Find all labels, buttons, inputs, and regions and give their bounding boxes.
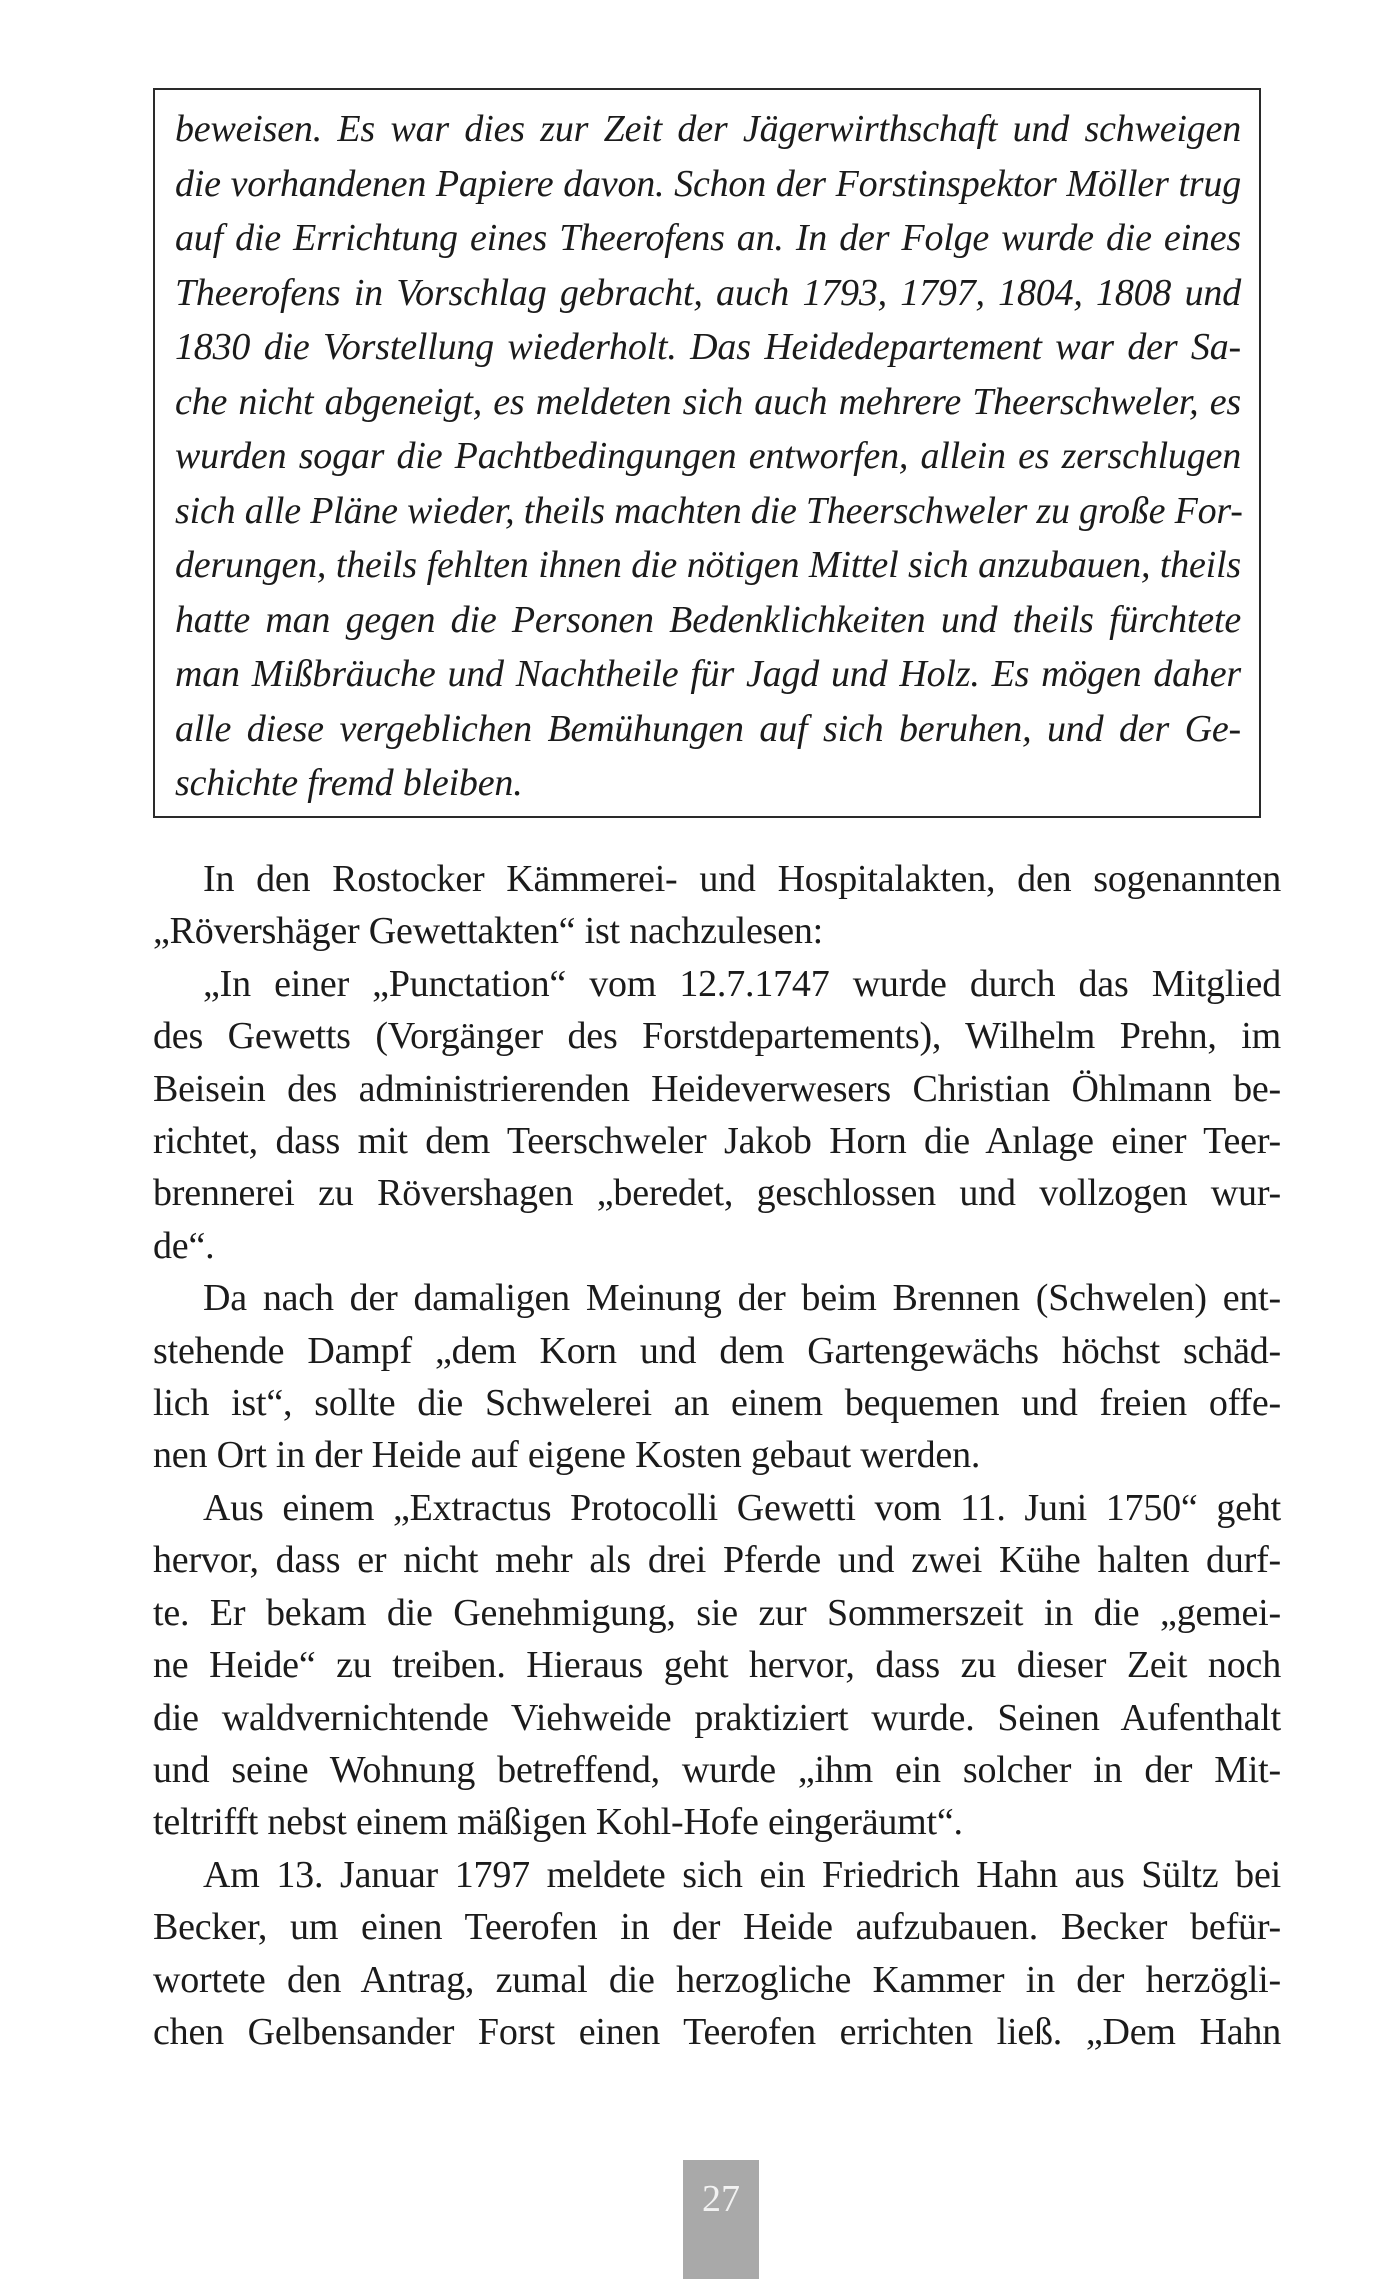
paragraph-line: Aus einem „Extractus Protocolli Gewetti vom 11. Juni 1750“ geht [203, 1486, 1281, 1529]
paragraph-line: lich ist“, sollte die Schwelerei an einem bequemen und freien offe- [153, 1382, 1281, 1425]
paragraph-line: nen Ort in der Heide auf eigene Kosten gebaut werden. [153, 1434, 981, 1477]
paragraph-line: und seine Wohnung betreffend, wurde „ihm ein solcher in der Mit- [153, 1748, 1281, 1791]
quote-line: che nicht abgeneigt, es meldeten sich auch mehrere Theerschweler, es [175, 380, 1241, 423]
quote-line: hatte man gegen die Personen Bedenklichkeiten und theils fürchtete [175, 598, 1241, 641]
paragraph-line: stehende Dampf „dem Korn und dem Gartengewächs höchst schäd- [153, 1329, 1281, 1372]
paragraph-line: teltrifft nebst einem mäßigen Kohl-Hofe eingeräumt“. [153, 1801, 963, 1844]
quote-line: Theerofens in Vorschlag gebracht, auch 1793, 1797, 1804, 1808 und [175, 271, 1241, 314]
quote-box [153, 88, 1261, 818]
quote-line: die vorhandenen Papiere davon. Schon der Forstinspektor Möller trug [175, 162, 1241, 205]
body-text [153, 853, 1281, 2058]
paragraph-line: die waldvernichtende Viehweide praktiziert wurde. Seinen Aufenthalt [153, 1696, 1281, 1739]
paragraph-line: Becker, um einen Teerofen in der Heide aufzubauen. Becker befür- [153, 1906, 1281, 1949]
quote-line: beweisen. Es war dies zur Zeit der Jägerwirthschaft und schweigen [175, 108, 1241, 150]
paragraph-line: des Gewetts (Vorgänger des Forstdepartements), Wilhelm Prehn, im [153, 1015, 1281, 1058]
paragraph-line: Da nach der damaligen Meinung der beim Brennen (Schwelen) ent- [203, 1277, 1281, 1320]
paragraph-line: chen Gelbensander Forst einen Teerofen errichten ließ. „Dem Hahn [153, 2010, 1281, 2053]
quote-line: derungen, theils fehlten ihnen die nötigen Mittel sich anzubauen, theils [175, 544, 1241, 586]
paragraph-line: wortete den Antrag, zumal die herzogliche Kammer in der herzögli- [153, 1958, 1281, 2001]
paragraph-line: „In einer „Punctation“ vom 12.7.1747 wurde durch das Mitglied [203, 962, 1281, 1005]
paragraph-line: de“. [153, 1224, 215, 1267]
paragraph-line: te. Er bekam die Genehmigung, sie zur Sommerszeit in die „gemei- [153, 1591, 1281, 1634]
paragraph-line: „Rövershäger Gewettakten“ ist nachzulesen: [153, 910, 824, 953]
paragraph-line: hervor, dass er nicht mehr als drei Pferde und zwei Kühe halten durf- [153, 1539, 1281, 1582]
paragraph-line: Beisein des administrierenden Heideverwesers Christian Öhlmann be- [153, 1067, 1281, 1110]
page-number: 27 [683, 2160, 759, 2279]
paragraph-line: Am 13. Januar 1797 meldete sich ein Friedrich Hahn aus Sültz bei [203, 1853, 1281, 1896]
quote-line: 1830 die Vorstellung wiederholt. Das Heidedepartement war der Sa- [175, 326, 1241, 368]
quote-line: wurden sogar die Pachtbedingungen entworfen, allein es zerschlugen [175, 435, 1241, 477]
paragraph-line: brennerei zu Rövershagen „beredet, geschlossen und vollzogen wur- [153, 1172, 1281, 1215]
quote-line: alle diese vergeblichen Bemühungen auf sich beruhen, und der Ge- [175, 707, 1241, 750]
paragraph-line: richtet, dass mit dem Teerschweler Jakob Horn die Anlage einer Teer- [153, 1120, 1281, 1163]
quote-line: auf die Errichtung eines Theerofens an. In der Folge wurde die eines [175, 217, 1241, 259]
quote-line: man Mißbräuche und Nachtheile für Jagd und Holz. Es mögen daher [175, 653, 1241, 695]
paragraph-line: In den Rostocker Kämmerei- und Hospitalakten, den sogenannten [203, 858, 1281, 900]
quote-line: schichte fremd bleiben. [175, 762, 523, 804]
paragraph-line: ne Heide“ zu treiben. Hieraus geht hervor, dass zu dieser Zeit noch [153, 1644, 1281, 1687]
quote-line: sich alle Pläne wieder, theils machten die Theerschweler zu große For- [175, 489, 1243, 532]
